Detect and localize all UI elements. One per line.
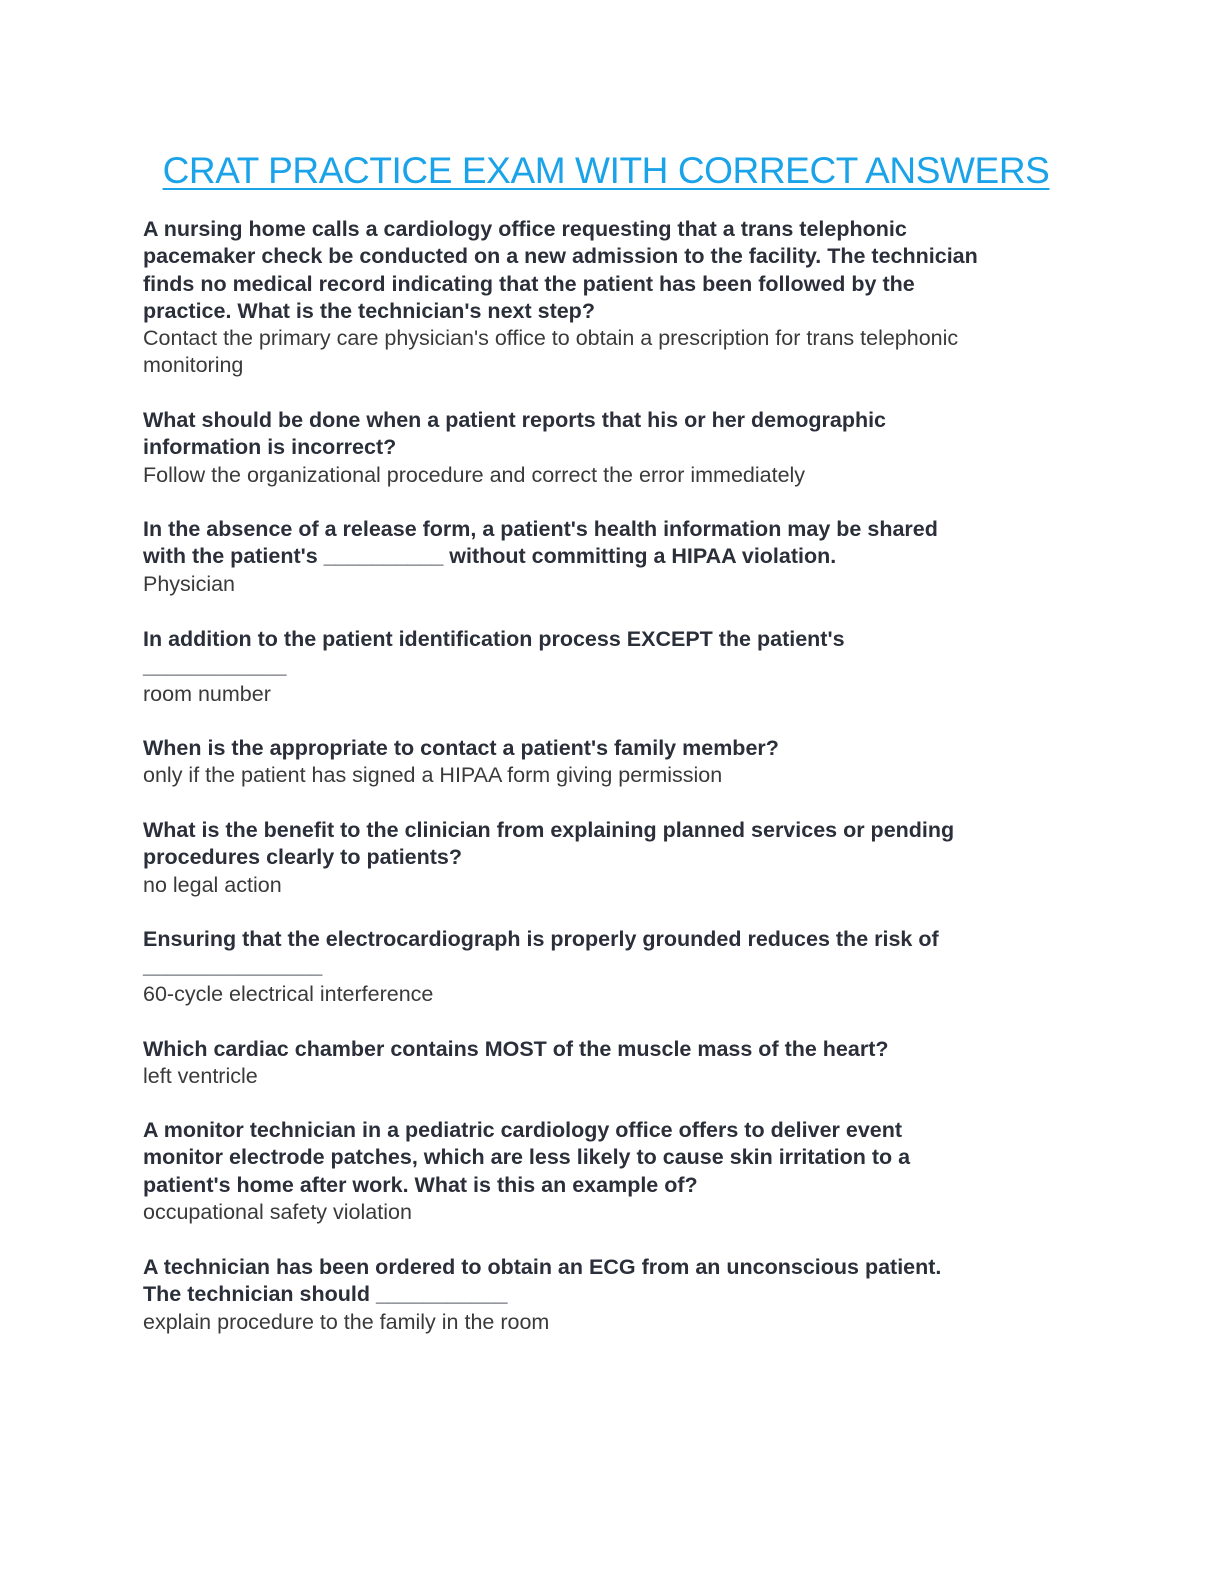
answer-4: room number (143, 681, 271, 706)
qa-item-7 (143, 926, 1073, 1008)
answer-10: explain procedure to the family in the room (143, 1309, 550, 1334)
qa-item-6 (143, 817, 1073, 899)
answer-7: 60-cycle electrical interference (143, 981, 434, 1006)
question-5: When is the appropriate to contact a patient's family member? (143, 736, 779, 760)
qa-item-5 (143, 735, 1073, 790)
question-8: Which cardiac chamber contains MOST of the muscle mass of the heart? (143, 1037, 889, 1061)
question-1: A nursing home calls a cardiology office requesting that a trans telephonic pacemaker check be conducted on a new admission to the facility. The technician finds no medical record indicating that the patient has been followed by the practice. What is the technician's next step? (143, 217, 978, 323)
answer-9: occupational safety violation (143, 1199, 412, 1224)
question-6: What is the benefit to the clinician from explaining planned services or pending procedures clearly to patients? (143, 818, 955, 870)
qa-item-1 (143, 216, 1073, 380)
question-10: A technician has been ordered to obtain an ECG from an unconscious patient. The technician should ___________ (143, 1255, 942, 1307)
answer-6: no legal action (143, 872, 282, 897)
question-4: In addition to the patient identification process EXCEPT the patient's ____________ (143, 627, 845, 679)
answer-3: Physician (143, 571, 236, 596)
question-9: A monitor technician in a pediatric cardiology office offers to deliver event monitor electrode patches, which are less likely to cause skin irritation to a patient's home after work. What is this an example of? (143, 1118, 911, 1197)
document-title: CRAT PRACTICE EXAM WITH CORRECT ANSWERS (162, 150, 1050, 191)
answer-1: Contact the primary care physician's office to obtain a prescription for trans telephonic monitoring (143, 326, 959, 378)
qa-item-3 (143, 516, 1073, 598)
question-7: Ensuring that the electrocardiograph is properly grounded reduces the risk of _______________ (143, 927, 939, 979)
qa-item-2 (143, 407, 1073, 489)
qa-item-9 (143, 1117, 1073, 1226)
qa-item-10 (143, 1254, 1073, 1336)
answer-8: left ventricle (143, 1064, 258, 1089)
question-3: In the absence of a release form, a patient's health information may be shared with the patient's __________ without committing a HIPAA violation. (143, 517, 938, 569)
question-2: What should be done when a patient reports that his or her demographic information is incorrect? (143, 408, 887, 460)
answer-2: Follow the organizational procedure and correct the error immediately (143, 462, 806, 487)
answer-5: only if the patient has signed a HIPAA form giving permission (143, 763, 723, 788)
qa-item-4 (143, 626, 1073, 708)
qa-item-8 (143, 1036, 1073, 1091)
